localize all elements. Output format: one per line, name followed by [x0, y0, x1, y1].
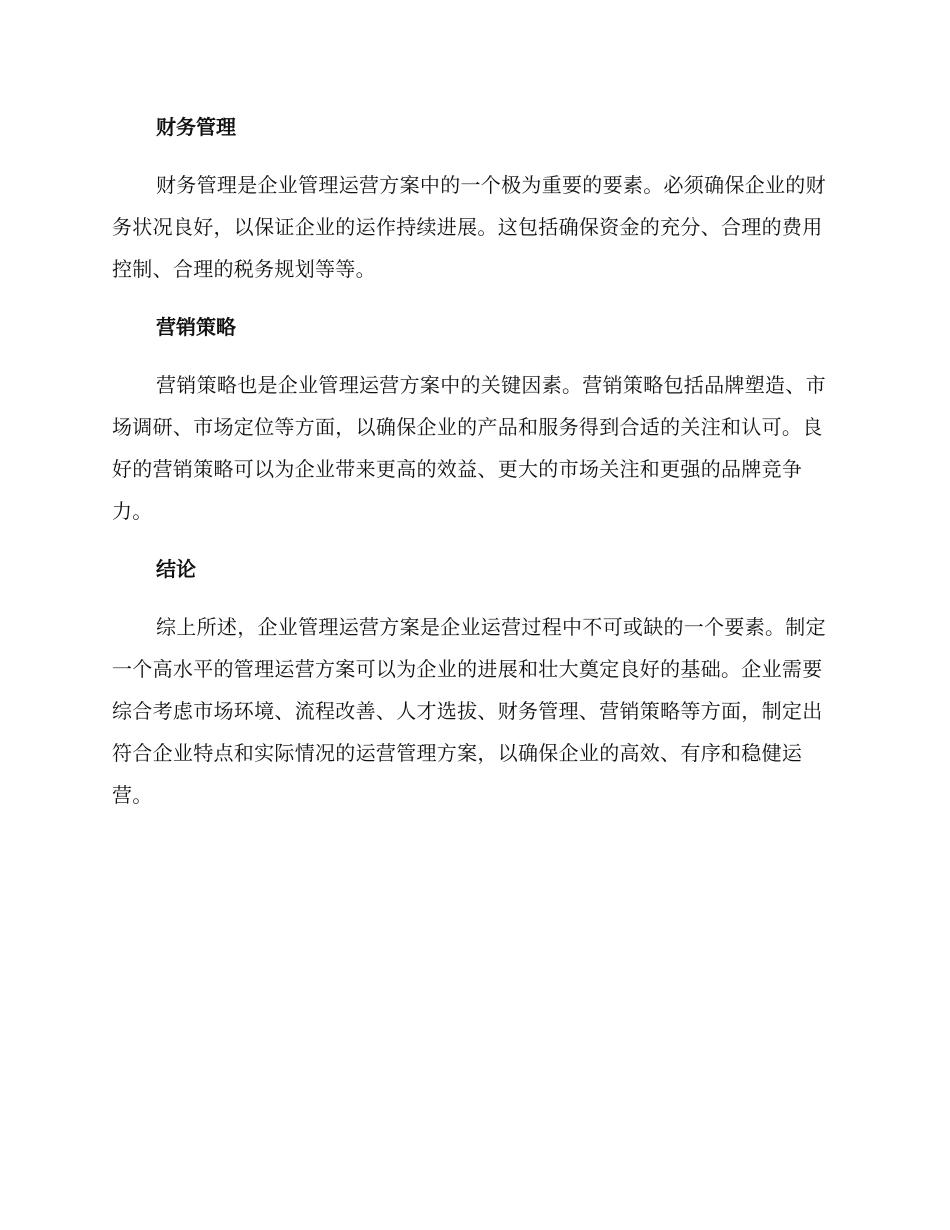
section-heading-finance: 财务管理: [156, 115, 236, 139]
section-heading-marketing: 营销策略: [156, 315, 236, 339]
section-paragraph-conclusion: 综上所述，企业管理运营方案是企业运营过程中不可或缺的一个要素。制定一个高水平的管理运营方案可以为企业的进展和壮大奠定良好的基础。企业需要综合考虑市场环境、流程改善、人才选拔、财务管理、营销策略等方面，制定出符合企业特点和实际情况的运营管理方案，以确保企业的高效、有序和稳健运营。: [112, 615, 826, 807]
section-paragraph-marketing: 营销策略也是企业管理运营方案中的关键因素。营销策略包括品牌塑造、市场调研、市场定位等方面，以确保企业的产品和服务得到合适的关注和认可。良好的营销策略可以为企业带来更高的效益、更大的市场关注和更强的品牌竞争力。: [112, 373, 826, 523]
section-paragraph-finance: 财务管理是企业管理运营方案中的一个极为重要的要素。必须确保企业的财务状况良好，以保证企业的运作持续进展。这包括确保资金的充分、合理的费用控制、合理的税务规划等等。: [112, 173, 826, 281]
document-page: [112, 112, 832, 816]
section-heading-conclusion: 结论: [156, 557, 196, 581]
